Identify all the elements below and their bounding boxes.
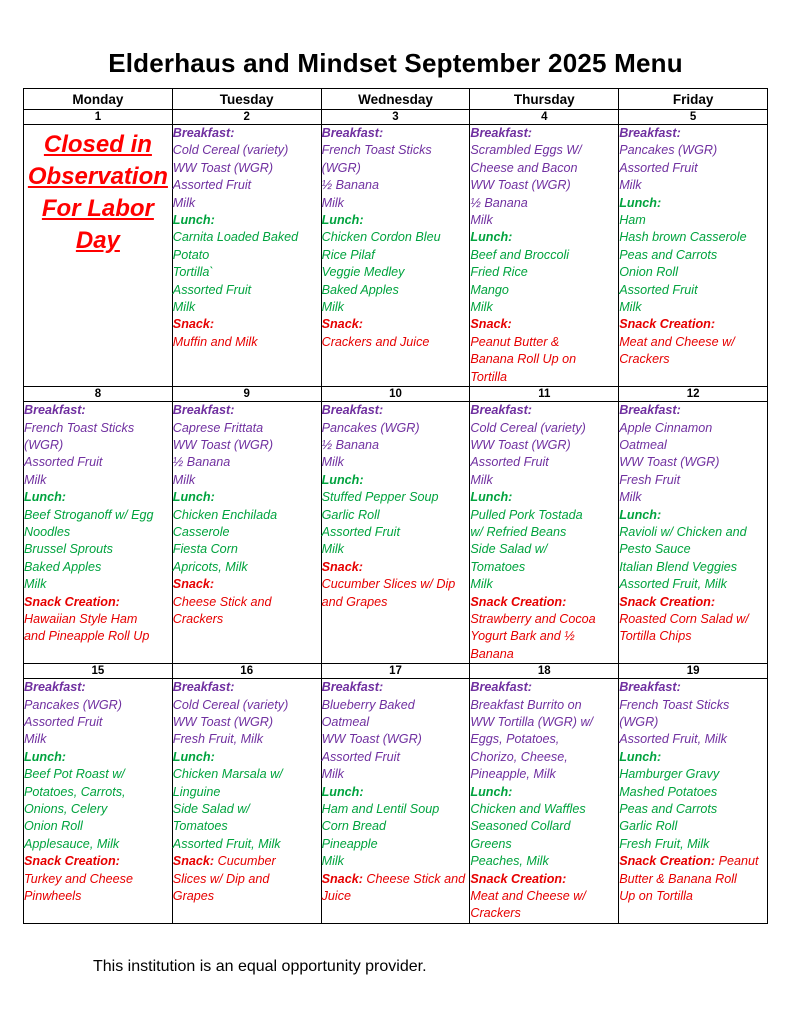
menu-item: Applesauce, Milk — [24, 836, 120, 851]
meal-heading — [619, 195, 767, 212]
day-menu-cell — [470, 125, 619, 387]
menu-item: Caprese Frittata — [172, 420, 264, 435]
menu-item: Peas and Carrots — [619, 247, 718, 262]
menu-item: ½ Banana — [470, 195, 528, 210]
menu-item: WW Toast (WGR) — [172, 715, 274, 729]
menu-item: Oatmeal — [619, 437, 667, 452]
menu-item: Fresh Fruit, Milk — [619, 836, 710, 851]
menu-item: Seasoned Collard — [470, 819, 571, 834]
menu-item: Tomatoes — [470, 559, 526, 574]
menu-item: Blueberry Baked — [321, 697, 415, 712]
meal-heading — [619, 853, 767, 870]
menu-item: Hash brown Casserole — [619, 230, 747, 245]
meal-heading-label: Snack: — [172, 317, 215, 332]
date-number: 2 — [172, 110, 321, 125]
menu-item: Cheese Stick and — [172, 594, 272, 609]
menu-item: Apple Cinnamon — [619, 420, 713, 435]
meal-heading-label: Lunch: — [321, 784, 364, 799]
menu-item: Garlic Roll — [619, 819, 678, 834]
meal-heading — [619, 507, 767, 524]
date-number: 3 — [321, 110, 470, 125]
meal-heading-label: Breakfast: — [172, 403, 235, 418]
menu-item: Assorted Fruit — [321, 524, 400, 539]
menu-item: and Pineapple Roll Up — [24, 629, 150, 644]
menu-row — [24, 679, 768, 924]
menu-item: WW Toast (WGR) — [470, 178, 571, 193]
menu-item: Stuffed Pepper Soup — [321, 490, 439, 505]
date-number: 4 — [470, 110, 619, 125]
date-number: 17 — [321, 664, 470, 679]
menu-item: Milk — [24, 577, 47, 592]
date-number: 9 — [172, 387, 321, 402]
menu-item: French Toast Sticks — [619, 697, 730, 712]
menu-item: Breakfast Burrito on — [470, 697, 582, 712]
menu-item: Yogurt Bark and ½ — [470, 629, 575, 644]
closed-notice — [24, 125, 172, 257]
meal-heading — [173, 316, 321, 333]
menu-item: Butter & Banana Roll — [619, 871, 737, 886]
menu-item: Baked Apples — [321, 282, 399, 297]
menu-item: Milk — [321, 455, 344, 470]
meal-heading — [470, 594, 618, 611]
menu-item: Cold Cereal (variety) — [172, 143, 289, 158]
meal-heading — [173, 679, 321, 696]
menu-item: Milk — [24, 732, 47, 747]
meal-heading — [470, 871, 618, 888]
meal-heading-label: Snack: — [470, 317, 512, 332]
menu-item: Baked Apples — [24, 559, 102, 574]
menu-item: (WGR) — [24, 437, 64, 452]
meal-heading-label: Lunch: — [321, 213, 364, 228]
meal-heading-label: Snack Creation: — [619, 854, 716, 869]
menu-item: Milk — [619, 300, 642, 315]
menu-row — [24, 402, 768, 664]
meal-heading — [470, 316, 618, 333]
meal-heading — [470, 125, 618, 142]
menu-item: Assorted Fruit, Milk — [619, 732, 727, 747]
menu-item: Brussel Sprouts — [24, 542, 113, 557]
meal-heading — [173, 212, 321, 229]
menu-item: Chicken Enchilada — [172, 507, 278, 522]
menu-item: Carnita Loaded Baked — [172, 230, 299, 245]
menu-item: Tortilla Chips — [619, 629, 692, 644]
menu-item: (WGR) — [321, 160, 361, 175]
menu-item: Chicken Marsala w/ — [172, 767, 283, 782]
meal-heading — [24, 853, 172, 870]
date-number: 18 — [470, 664, 619, 679]
meal-heading — [322, 679, 470, 696]
menu-item: Pancakes (WGR) — [619, 143, 718, 158]
menu-item: French Toast Sticks — [321, 143, 432, 158]
menu-item: Ravioli w/ Chicken and — [619, 524, 747, 539]
meal-heading-label: Lunch: — [619, 749, 662, 764]
day-menu-cell — [172, 125, 321, 387]
menu-item: Apricots, Milk — [172, 559, 248, 574]
menu-item: Fresh Fruit, Milk — [172, 732, 264, 747]
menu-item: Cheese and Bacon — [470, 160, 578, 175]
menu-item: Peanut — [715, 854, 759, 869]
menu-item: Casserole — [172, 524, 230, 539]
menu-item: Eggs, Potatoes, — [470, 732, 560, 747]
meal-heading-label: Breakfast: — [321, 680, 384, 695]
day-menu-cell — [470, 679, 619, 924]
meal-heading-label: Breakfast: — [619, 680, 681, 695]
menu-item: Rice Pilaf — [321, 247, 375, 262]
meal-heading-label: Lunch: — [172, 749, 215, 764]
date-row — [24, 110, 768, 125]
day-menu-cell — [24, 679, 173, 924]
meal-heading — [470, 229, 618, 246]
menu-item: Meat and Cheese w/ — [470, 889, 586, 904]
meal-heading — [470, 402, 618, 419]
menu-item: Assorted Fruit — [619, 160, 698, 175]
menu-item: Juice — [321, 889, 351, 904]
meal-heading — [173, 125, 321, 142]
menu-item: Tomatoes — [172, 819, 228, 834]
menu-item: French Toast Sticks — [24, 420, 135, 435]
menu-item: Meat and Cheese w/ — [619, 334, 735, 349]
day-menu-cell — [321, 402, 470, 664]
menu-item: Muffin and Milk — [172, 334, 258, 349]
meal-heading — [619, 749, 767, 766]
menu-item: Assorted Fruit — [470, 455, 549, 470]
menu-item: Pesto Sauce — [619, 542, 691, 557]
meal-heading-label: Snack Creation: — [619, 317, 716, 332]
menu-item: Cucumber — [214, 854, 276, 869]
meal-heading-label: Snack Creation: — [470, 594, 567, 609]
meal-heading-label: Lunch: — [619, 195, 662, 210]
menu-item: Fresh Fruit — [619, 472, 681, 487]
menu-item: ½ Banana — [172, 455, 231, 470]
meal-heading — [173, 489, 321, 506]
meal-heading-label: Lunch: — [172, 490, 215, 505]
day-menu-cell — [24, 125, 173, 387]
menu-item: WW Toast (WGR) — [172, 160, 274, 175]
meal-heading — [322, 125, 470, 142]
menu-item: Scrambled Eggs W/ — [470, 143, 582, 158]
meal-heading-label: Snack: — [172, 577, 215, 592]
meal-heading — [173, 749, 321, 766]
menu-item: Milk — [321, 195, 344, 210]
menu-item: Onion Roll — [619, 265, 678, 280]
meal-heading-label: Snack: — [172, 854, 215, 869]
day-header-friday: Friday — [619, 89, 768, 110]
menu-item: Greens — [470, 836, 512, 851]
date-number: 16 — [172, 664, 321, 679]
menu-item: Milk — [321, 300, 344, 315]
menu-item: and Grapes — [321, 594, 388, 609]
menu-item: Assorted Fruit — [24, 455, 103, 470]
menu-item: Tortilla` — [172, 265, 214, 280]
menu-item: Ham — [619, 213, 646, 228]
meal-heading-label: Lunch: — [470, 490, 513, 505]
menu-item: Italian Blend Veggies — [619, 559, 738, 574]
menu-item: WW Toast (WGR) — [321, 732, 422, 747]
date-number: 11 — [470, 387, 619, 402]
menu-item: Slices w/ Dip and — [172, 871, 270, 886]
meal-heading-label: Breakfast: — [619, 126, 681, 140]
day-menu-cell — [619, 402, 768, 664]
meal-heading — [322, 402, 470, 419]
menu-item: Linguine — [172, 784, 221, 799]
meal-heading-label: Lunch: — [619, 507, 662, 522]
menu-item: Crackers — [619, 352, 670, 367]
menu-item: Assorted Fruit — [321, 749, 400, 764]
menu-item: Crackers — [172, 611, 224, 626]
menu-item: Peaches, Milk — [470, 854, 549, 869]
meal-heading — [322, 212, 470, 229]
menu-item: Grapes — [172, 889, 215, 904]
menu-item: Onions, Celery — [24, 802, 108, 817]
day-menu-cell — [24, 402, 173, 664]
meal-heading — [619, 679, 767, 696]
meal-heading — [24, 749, 172, 766]
day-header-thursday: Thursday — [470, 89, 619, 110]
meal-heading — [322, 472, 470, 489]
menu-item: Chorizo, Cheese, — [470, 749, 568, 764]
meal-heading-label: Snack: — [321, 871, 363, 886]
meal-heading — [619, 402, 767, 419]
menu-item: Cheese Stick and — [362, 871, 466, 886]
meal-heading-label: Snack Creation: — [24, 594, 120, 609]
menu-table — [23, 88, 768, 924]
day-menu-cell — [619, 679, 768, 924]
menu-row — [24, 125, 768, 387]
menu-item: Hamburger Gravy — [619, 767, 720, 782]
date-number: 15 — [24, 664, 173, 679]
menu-item: Turkey and Cheese — [24, 871, 133, 886]
date-row — [24, 664, 768, 679]
menu-item: Milk — [24, 472, 47, 487]
day-menu-cell — [321, 679, 470, 924]
menu-item: Beef and Broccoli — [470, 247, 570, 262]
day-menu-cell — [470, 402, 619, 664]
menu-item: Milk — [619, 490, 642, 505]
date-number: 10 — [321, 387, 470, 402]
meal-heading — [173, 402, 321, 419]
menu-item: Pancakes (WGR) — [24, 697, 122, 712]
meal-heading-label: Breakfast: — [470, 126, 532, 140]
meal-heading-label: Lunch: — [24, 490, 66, 505]
menu-item: Milk — [321, 542, 344, 557]
closed-notice-line: For Labor — [41, 195, 154, 222]
menu-item: Pineapple, Milk — [470, 767, 556, 782]
meal-heading-label: Snack Creation: — [24, 854, 120, 869]
menu-item: Milk — [470, 213, 493, 228]
menu-item: Cucumber Slices w/ Dip — [321, 577, 456, 592]
menu-item: Potato — [172, 247, 210, 262]
meal-heading — [322, 871, 470, 888]
menu-item: Mango — [470, 282, 509, 297]
menu-item: Mashed Potatoes — [619, 784, 718, 799]
closed-notice-line: Closed in — [43, 131, 152, 158]
meal-heading — [24, 594, 172, 611]
meal-heading-label: Breakfast: — [470, 680, 532, 695]
menu-item: Tortilla — [470, 369, 508, 384]
date-number: 19 — [619, 664, 768, 679]
menu-item: Banana — [470, 646, 514, 661]
page-title: Elderhaus and Mindset September 2025 Menu — [108, 48, 683, 78]
meal-heading-label: Lunch: — [172, 213, 215, 228]
date-number: 8 — [24, 387, 173, 402]
menu-item: Fried Rice — [470, 265, 528, 280]
menu-item: Assorted Fruit, Milk — [619, 577, 727, 592]
menu-item: Crackers — [470, 906, 521, 921]
meal-heading-label: Snack: — [321, 317, 363, 332]
meal-heading-label: Breakfast: — [24, 403, 86, 418]
date-number: 5 — [619, 110, 768, 125]
menu-item: w/ Refried Beans — [470, 524, 567, 539]
menu-item: Milk — [321, 854, 344, 869]
meal-heading-label: Breakfast: — [321, 126, 384, 140]
menu-item: Milk — [619, 178, 642, 193]
meal-heading — [619, 125, 767, 142]
meal-heading — [173, 576, 321, 593]
day-header-wednesday: Wednesday — [321, 89, 470, 110]
menu-item: Milk — [470, 577, 493, 592]
menu-item: Pulled Pork Tostada — [470, 507, 583, 522]
menu-item: Assorted Fruit — [172, 282, 252, 297]
menu-item: Banana Roll Up on — [470, 352, 577, 367]
menu-item: Milk — [470, 472, 493, 487]
menu-item: Corn Bread — [321, 819, 386, 834]
meal-heading-label: Breakfast: — [24, 680, 86, 695]
meal-heading — [322, 784, 470, 801]
menu-item: Up on Tortilla — [619, 889, 693, 904]
menu-item: Oatmeal — [321, 715, 370, 729]
meal-heading — [619, 316, 767, 333]
menu-item: Cold Cereal (variety) — [470, 420, 586, 435]
day-header-row — [24, 89, 768, 110]
day-menu-cell — [172, 679, 321, 924]
menu-item: Peas and Carrots — [619, 802, 718, 817]
menu-item: Side Salad w/ — [470, 542, 548, 557]
menu-item: Noodles — [24, 524, 71, 539]
menu-item: Crackers and Juice — [321, 334, 430, 349]
menu-item: Chicken Cordon Bleu — [321, 230, 441, 245]
meal-heading — [470, 489, 618, 506]
meal-heading-label: Snack Creation: — [619, 594, 716, 609]
menu-item: Strawberry and Cocoa — [470, 611, 596, 626]
meal-heading — [24, 489, 172, 506]
menu-item: ½ Banana — [321, 178, 380, 193]
menu-item: Roasted Corn Salad w/ — [619, 611, 749, 626]
closed-notice-line: Observation — [27, 163, 168, 190]
meal-heading-label: Breakfast: — [470, 403, 532, 418]
meal-heading-label: Snack Creation: — [470, 871, 567, 886]
meal-heading-label: Breakfast: — [172, 126, 235, 140]
meal-heading-label: Breakfast: — [321, 403, 384, 418]
menu-item: ½ Banana — [321, 437, 380, 452]
closed-notice-line: Day — [75, 227, 120, 254]
menu-item: WW Toast (WGR) — [619, 455, 720, 470]
menu-item: Beef Pot Roast w/ — [24, 767, 125, 782]
date-row — [24, 387, 768, 402]
menu-item: Ham and Lentil Soup — [321, 802, 440, 817]
meal-heading — [322, 316, 470, 333]
meal-heading-label: Breakfast: — [172, 680, 235, 695]
date-number: 12 — [619, 387, 768, 402]
meal-heading-label: Lunch: — [470, 230, 513, 245]
day-header-monday: Monday — [24, 89, 173, 110]
menu-item: Side Salad w/ — [172, 802, 250, 817]
menu-item: Veggie Medley — [321, 265, 405, 280]
meal-heading-label: Breakfast: — [619, 403, 681, 418]
menu-item: Milk — [172, 195, 196, 210]
day-menu-cell — [172, 402, 321, 664]
menu-item: Assorted Fruit, Milk — [172, 836, 281, 851]
footer-note: This institution is an equal opportunity provider. — [93, 958, 427, 975]
menu-item: Onion Roll — [24, 819, 83, 834]
meal-heading-label: Lunch: — [321, 472, 364, 487]
day-menu-cell — [619, 125, 768, 387]
menu-item: Assorted Fruit — [24, 715, 103, 729]
menu-item: Assorted Fruit — [172, 178, 252, 193]
meal-heading — [619, 594, 767, 611]
menu-item: (WGR) — [619, 715, 659, 729]
meal-heading — [24, 402, 172, 419]
menu-item: Milk — [172, 472, 196, 487]
menu-item: Pineapple — [321, 836, 378, 851]
day-header-tuesday: Tuesday — [172, 89, 321, 110]
meal-heading-label: Lunch: — [470, 784, 513, 799]
menu-item: Assorted Fruit — [619, 282, 698, 297]
menu-item: Chicken and Waffles — [470, 802, 586, 817]
meal-heading — [470, 784, 618, 801]
menu-item: WW Toast (WGR) — [172, 437, 274, 452]
meal-heading — [173, 853, 321, 870]
menu-item: Pinwheels — [24, 889, 82, 904]
meal-heading — [24, 679, 172, 696]
menu-item: Peanut Butter & — [470, 334, 560, 349]
menu-body — [24, 110, 768, 924]
menu-item: Garlic Roll — [321, 507, 380, 522]
menu-item: Potatoes, Carrots, — [24, 784, 126, 799]
menu-item: Fiesta Corn — [172, 542, 238, 557]
menu-item: Milk — [321, 767, 344, 782]
menu-item: WW Tortilla (WGR) w/ — [470, 715, 594, 729]
day-menu-cell — [321, 125, 470, 387]
menu-item: Hawaiian Style Ham — [24, 611, 138, 626]
meal-heading — [322, 559, 470, 576]
meal-heading — [470, 679, 618, 696]
meal-heading-label: Lunch: — [24, 749, 66, 764]
menu-item: WW Toast (WGR) — [470, 437, 571, 452]
date-number: 1 — [24, 110, 173, 125]
menu-item: Milk — [470, 300, 493, 315]
menu-item: Pancakes (WGR) — [321, 420, 420, 435]
menu-item: Beef Stroganoff w/ Egg — [24, 507, 154, 522]
menu-item: Milk — [172, 300, 196, 315]
menu-item: Cold Cereal (variety) — [172, 697, 289, 712]
meal-heading-label: Snack: — [321, 559, 363, 574]
